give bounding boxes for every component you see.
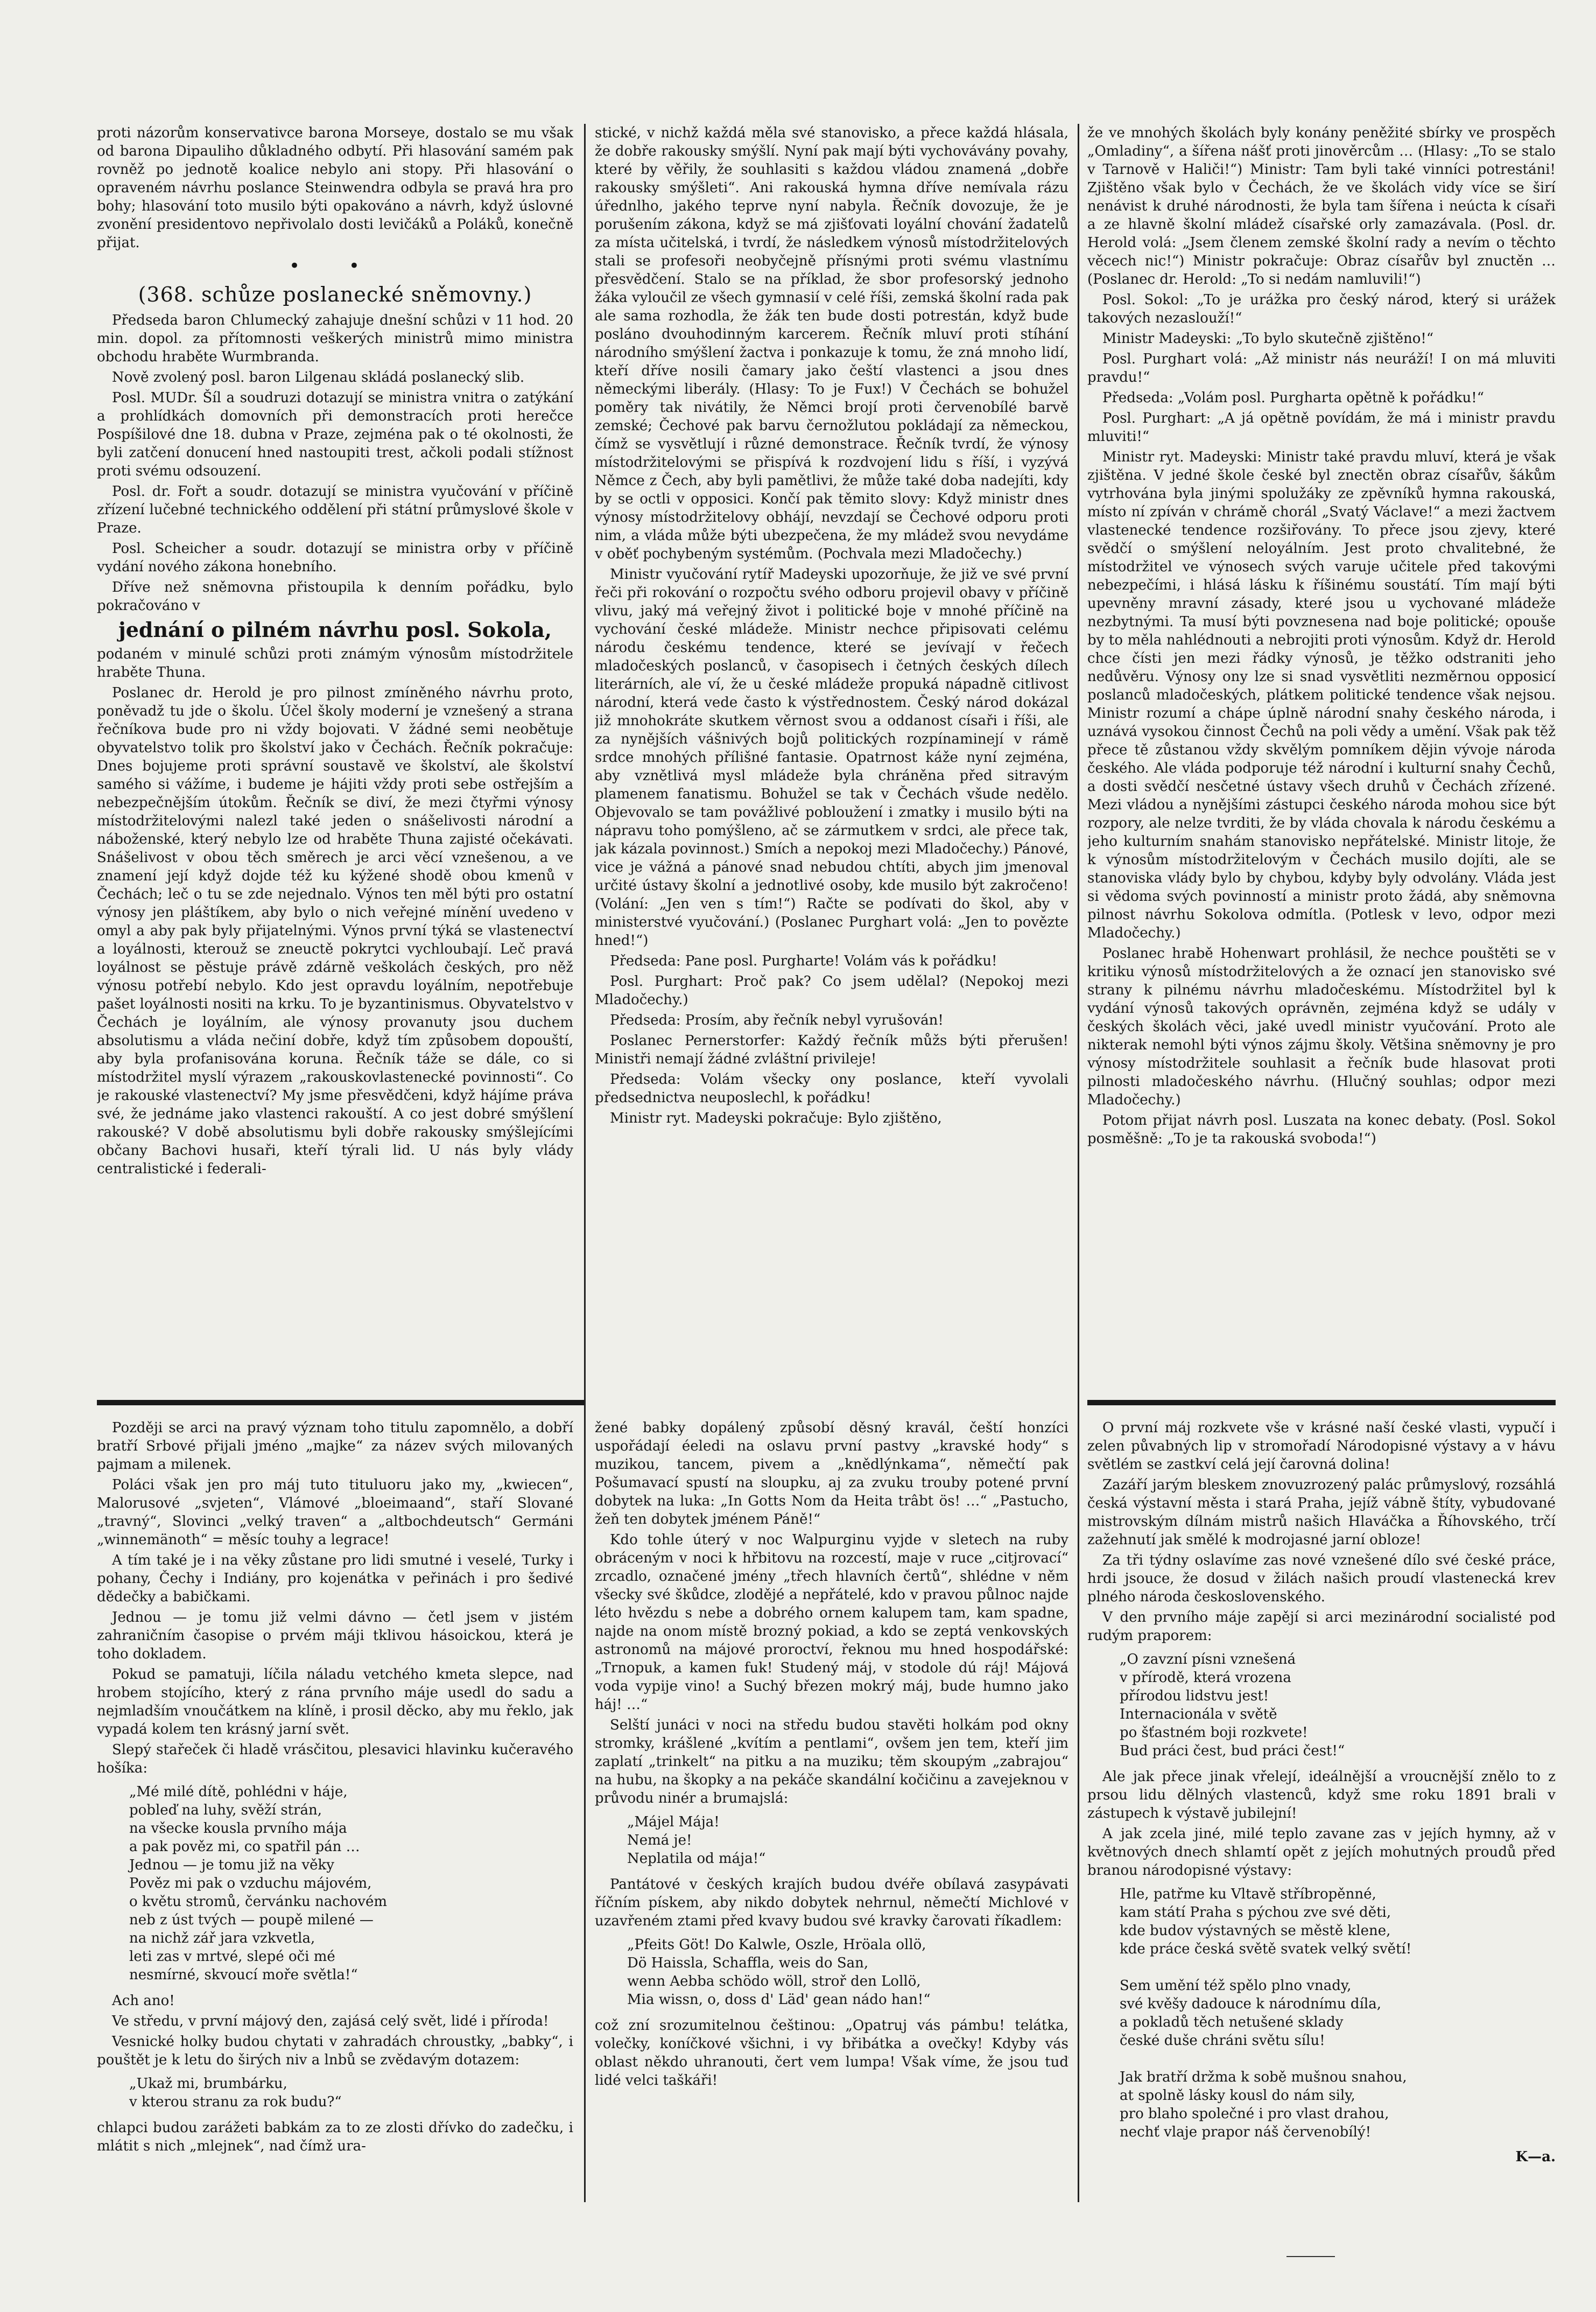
verse-block: [627, 1936, 1068, 2009]
verse-line: své kvěšy dadouce k národnímu díla,: [1120, 1996, 1381, 2012]
verse-line: „Ukaž mi, brumbárku,: [129, 2076, 287, 2092]
top-column-3: [1087, 124, 1556, 1389]
paragraph: Předseda: Volám všecky ony poslance, kteří vyvolali předsednictva neuposlechl, k pořádku!: [595, 1071, 1068, 1106]
paragraph: žené babky dopálený způsobí děsný kravál, čeští honzíci uspořádají éeledi na oslavu první pastvy „kravské hody“ s muzikou, tancem, pivem a „knědlýnkama“, němečtí pak Pošumavací spustí na sloupku, aj za zvuku trouby potené první dobytek na luka: „In Gotts Nom da Heita trâbt ös! …“ „Pastucho, žeň ten dobytek jménem Páně!“: [595, 1420, 1068, 1528]
verse-line: „Mé milé dítě, pohlédni v háje,: [129, 1784, 348, 1800]
verse-line: na nichž zář jara vzkvetla,: [129, 1930, 315, 1946]
paragraph: Vesnické holky budou chytati v zahradách chroustky, „babky“, i pouštět je k letu do širých niv a lnbů se zvědavým dotazem:: [97, 2034, 573, 2068]
verse-line: české duše chráni světu sílu!: [1120, 2033, 1325, 2049]
paragraph: V den prvního máje zapějí si arci mezinárodní socialisté pod rudým praporem:: [1087, 1609, 1556, 1644]
paragraph: Pantátové v českých krajích budou dvéře obílavá zasypávati říčním pískem, aby nikdo dobytek nehrnul, němečtí Michlové v uzavřeném ztami před kvavy budou své kravky čarovati říkadlem:: [595, 1876, 1068, 1929]
verse-line: Pověz mi pak o vzduchu májovém,: [129, 1875, 372, 1891]
paragraph: Posl. MUDr. Šíl a soudruzi dotazují se ministra vnitra o zatýkání a prohlídkách domovních při demonstracích proti herečce Pospíšilové dne 18. dubna v Praze, zejména pak o té okolnosti, že byli zatčení donucení hned nastoupiti trest, ačkoli podali stížnost proti svému odsouzení.: [97, 390, 573, 479]
paragraph: chlapci budou zarážeti babkám za to ze zlosti dřívko do zadečku, i mlátit s nich „mlejnek“, nad čímž ura-: [97, 2120, 573, 2154]
paragraph: Za tři týdny oslavíme zas nové vznešené dílo své české práce, hrdi jsouce, že dosud v žilách našich proudí vlastenecká krev plného národa československého.: [1087, 1552, 1556, 1605]
verse-line: Bud práci čest, bud práci čest!“: [1120, 1743, 1345, 1759]
verse-line: wenn Aebba schödo wöll, stroř den Lollö,: [627, 1973, 921, 1989]
verse-line: přírodou lidstvu jest!: [1120, 1688, 1269, 1704]
verse-line: Jednou — je tomu již na věky: [129, 1857, 334, 1873]
verse-block: [627, 1813, 1068, 1868]
section-heading: (368. schůze poslanecké sněmovny.): [138, 283, 532, 306]
paragraph: Zazáří jarým bleskem znovuzrozený palác průmyslový, rozsáhlá česká výstavní města i stará Praha, jejíž vábně štíty, vybudované mistrovským dílnám mistrů našich Hlaváčka a Říhovského, trčí zažehnutí jak smělé k modrojasné jarní obloze!: [1087, 1477, 1556, 1548]
verse-line: „Májel Mája!: [627, 1814, 720, 1830]
verse-line: Mia wissn, o, doss d' Läd' gean nádo han!“: [627, 1992, 931, 2008]
verse-line: [1120, 2050, 1556, 2068]
verse-line: kam státí Praha s pýchou zve své děti,: [1120, 1904, 1391, 1921]
paragraph: podaném v minulé schůzi proti známým výnosům místodržitele hraběte Thuna.: [97, 646, 573, 681]
verse-line: leti zas v mrtvé, slepé oči mé: [129, 1949, 335, 1965]
paragraph: Ach ano!: [112, 1993, 175, 2009]
section-rule-left: [97, 1400, 584, 1405]
paragraph: stické, v nichž každá měla své stanovisko, a přece každá hlásala, že dobře rakousky smýšlí. Nyní pak mají býti vychovávány povahy, které by věřily, že souhlasiti s každou vládou znamená „dobře rakousky smýšleti“. Ani rakouská hymna dříve nemívala rázu úřednlho, jakého teprve nyní nabyla. Řečník dovozuje, že je porušením zákona, když se má zjišťovati loyální chování žadatelů za místa učitelská, i tvrdí, že následkem výnosů místodržitelových stali se profesoři neobyčejně přísnými proti svému vlastnímu přesvědčení. Stalo se na příklad, že sbor profesorský jednoho žáka vyloučil ze všech gymnasií v celé říši, zemská školní rada pak ale sama rozhodla, že žák ten bude dosti potrestán, když bude posláno dvouhodinným karcerem. Řečník mluví proti stíhání národního smýšlení žactva i ponkazuje k tomu, že zná mnoho lidí, kteří dříve nosili čamary jako čeští vlastenci a jsou dnes německými liberály. (Hlasy: To je Fux!) V Čechách se bohužel poměry tak nivátily, že Němci brojí proti červenobílé barvě zemské; Čechové pak barvu černožlutou pokládají za německou, čímž se vysvětlují i různé demonstrace. Řečník tvrdí, že výnosy místodržitelovými se přispívá k rozdvojení lidu s říší, i vyzývá Němce z Čech, aby byli pamětlivi, že může také doba nadejíti, kdy by se octli v opposici. Končí pak těmito slovy: Když ministr dnes výnosy místodržitelovy obhájí, nevzdají se Čechové odporu proti nim, a vláda může býti ubezpečena, že my mládež svou nevydáme v oběť pochybeným systémům. (Pochvala mezi Mladočechy.): [595, 125, 1068, 562]
verse-line: nechť vlaje prapor náš červenobílý!: [1120, 2124, 1372, 2140]
verse-line: pro blaho společné i pro vlast drahou,: [1120, 2106, 1389, 2122]
paragraph: Dříve než sněmovna přistoupila k denním pořádku, bylo pokračováno v: [97, 579, 573, 614]
paragraph: Posl. Purghart volá: „Až ministr nás neuráží! I on má mluviti pravdu!“: [1087, 351, 1556, 386]
verse-block: [129, 1783, 573, 1984]
verse-line: „Pfeits Göt! Do Kalwle, Oszle, Hröala ollö,: [627, 1937, 926, 1953]
paragraph: Pokud se pamatuji, líčila náladu vetchého kmeta slepce, nad hrobem stojícího, který z rána prvního máje usedl do sadu a nejmladším vnoučátkem na klíně, i prosil děcko, aby mu řeklo, jak vypadá kolem ten krásný jarní svět.: [97, 1666, 573, 1737]
verse-block: [129, 2075, 573, 2111]
verse-line: Dö Haissla, Schaffla, weis do San,: [627, 1955, 869, 1971]
paragraph: Předseda: Pane posl. Purgharte! Volám vás k pořádku!: [610, 953, 997, 969]
section-rule-right: [1087, 1400, 1556, 1405]
bottom-column-1: [97, 1419, 573, 2205]
paragraph: Poláci však jen pro máj tuto tituluoru jako my, „kwiecen“, Malorusové „svjeten“, Vlámové „bloeimaand“, staří Slované „travný“, Slovinci „velký traven“ a „altbochdeutsch“ Germáni „winnemänoth“ = měsíc touhy a legrace!: [97, 1477, 573, 1548]
paragraph: A jak zcela jiné, milé teplo zavane zas v jejích hymny, až v květnových dnech shlamtí opět z jejích mohutných proudů před branou národopisné výstavy:: [1087, 1826, 1556, 1879]
paragraph: Nově zvolený posl. baron Lilgenau skládá poslanecký slib.: [112, 369, 525, 386]
paragraph: Předseda: Prosím, aby řečník nebyl vyrušován!: [610, 1012, 944, 1028]
paragraph: O první máj rozkvete vše v krásné naší české vlasti, vypučí i zelen půvabných lip v stromořadí Národopisné výstavy a v hávu světlém se zastkví celá její čarovná dolina!: [1087, 1420, 1556, 1473]
paragraph: Poslanec hrabě Hohenwart prohlásil, že nechce pouštěti se v kritiku výnosů místodržitelových a že oznací jen stanovisko své strany k pilnému návrhu mladočeskému. Místodržitel byl k vydání výnosů takových oprávněn, zejména když se udály v českých školách věci, jaké uvedl ministr vyučování. Proto ale nikterak nemohl býti výnos zájmu školy. Většina sněmovny je pro výnosy místodržitele souhlasit a řečník bude hlasovat proti pilnosti mladočeského návrhu. (Hlučný souhlas; odpor mezi Mladočechy.): [1087, 945, 1556, 1108]
paragraph: A tím také je i na věky zůstane pro lidi smutné i veselé, Turky i pohany, Čechy i Indiány, pro kojenátka v peřinách i pro šedivé dědečky a babičkami.: [97, 1552, 573, 1605]
paragraph: Ministr vyučování rytíř Madeyski upozorňuje, že již ve své první řeči při rokování o rozpočtu svého odboru projevil obavy v příčině vlivu, jaký má veřejný život i politické boje v mnohé příčině na vychování české mládeže. Ministr nechce připisovati celému národu českému tendence, které se jevívají v řečech mladočeských poslanců, v časopisech i četných českých dílech literárních, ale ví, že u české mládeže propuká nápadně citlivost národní, která vede často k výstřednostem. Český národ dokázal již mnohokráte skutkem věrnost svou a oddanost císaři i říši, ale za nynějších vášnivých bojů politických rozpínaminejí v rámě srdce mnohých přílišné fantasie. Opatrnost káže nyní zejména, aby vznětlivá mysl mládeže byla chráněna před sitravým plamenem fanatismu. Bohužel se tak v Čechách všude nedělo. Objevovalo se tam povážlivé pobloužení i zmatky i musilo býti na nápravu toho pomýšleno, ač se zármutkem v srdci, ale přece tak, jak kázala povinnost.) Smích a nepokoj mezi Mladočechy.) Pánové, vice je vážná a pánové snad nebudou chtíti, abych jim jmenoval určité ústavy školní a jednotlivé osoby, kde musilo být zakročeno! (Volání: „Jen ven s tím!“) Račte se podívati do škol, aby v ministerstvé vyučování.) (Poslanec Purghart volá: „Jen to povězte hned!“): [595, 566, 1068, 949]
verse-line: na všecke kousla prvního mája: [129, 1820, 347, 1837]
verse-line: Internacionála v světě: [1120, 1706, 1277, 1722]
paragraph: což zní srozumitelnou češtinou: „Opatruj vás pámbu! telátka, volečky, koníčkové všichni, i vy břibátka a ovečky! Kdyby vás oblast někdo uhranouti, čert vem lumpa! Však víme, že jsou tuď lidé velci taškáři!: [595, 2017, 1068, 2089]
paragraph: Ministr Madeyski: „To bylo skutečně zjištěno!“: [1102, 331, 1434, 347]
paragraph: Poslanec dr. Herold je pro pilnost zmíněného návrhu proto, poněvadž tu jde o školu. Účel školy moderní je vznešený a strana řečníkova bude pro ni vždy bojovati. V žádné semi neobětuje obyvatelstvo tolik pro školství jako v Čechách. Řečník pokračuje: Dnes bojujeme proti správní soustavě ve školství, ale školství samého si vážíme, i budeme je hájiti vždy proti sebe ostřejším a nebezpečnějším útokům. Řečník se diví, že mezi čtyřmi výnosy místodržitelovými nalezl také jeden o snášelivosti národní a náboženské, který nebylo lze od hraběte Thuna zajisté očekávati. Snášelivost v obou těch směrech je arci věcí vznešenou, a ve znamení její když dojde též ku kýžené shodě obou kmenů v Čechách; leč o tu se zde nejednalo. Výnos ten měl býti pro ostatní výnosy jen pláštíkem, aby bylo o nich veřejné mínění uvedeno v omyl a aby pak byly přijatelnými. Výnos první týká se vlastenectví a loyálnosti, kterouž se zneuctě pokrytci vychloubají. Leč pravá loyálnost se pěstuje právě zdárně veškolách českých, pro něž výnosu potřebí nebylo. Kdo jest opravdu loyálním, nepotřebuje pašet loyálnosti nositi na krku. To je byzantinismus. Obyvatelstvo v Čechách je loyálním, ale výnosy provanuty jsou duchem absolutismu a vláda nečiní dobře, když tím způsobem dopouští, aby byla profanisována koruna. Řečník táže se dále, co si místodržitel myslí výrazem „rakouskovlastenecké povinnosti“. Co je rakouské vlastenectví? My jsme přesvědčeni, když hájíme práva své, že jednáme jako vlastenci rakouští. A co jest dobré smýšlení rakouské? V době absolutismu byli dobře rakousky smýšlejícími občany Bachovi husaři, kteří týrali lid. U nás byly vlády centralistické i federali-: [97, 685, 573, 1177]
verse-line: Neplatila od mája!“: [627, 1851, 766, 1867]
verse-line: pobleď na luhy, svěží strán,: [129, 1802, 322, 1818]
verse-line: kde práce česká světě svatek velký světí!: [1120, 1941, 1412, 1957]
verse-line: kde budov výstavných se městě klene,: [1120, 1923, 1391, 1939]
paragraph: Předseda: „Volám posl. Purgharta opětně k pořádku!“: [1102, 390, 1485, 406]
bottom-column-2: [595, 1419, 1068, 2205]
verse-block: [1120, 1885, 1556, 2141]
verse-line: at spolně lásky kousl do nám sily,: [1120, 2087, 1355, 2104]
author-signature: K—a.: [1515, 2149, 1556, 2165]
paragraph: Potom přijat návrh posl. Luszata na konec debaty. (Posl. Sokol posměšně: „To je ta rakouská svoboda!“): [1087, 1112, 1556, 1147]
verse-block: [1120, 1650, 1556, 1760]
paragraph: Ministr ryt. Madeyski pokračuje: Bylo zjištěno,: [610, 1110, 942, 1126]
top-column-1: [97, 124, 573, 1389]
paragraph: že ve mnohých školách byly konány peněžité sbírky ve prospěch „Omladiny“, a šířena nášť proti jinověrcům … (Hlasy: „To se stalo v Tarnově v Haliči!“) Ministr: Tam byli také vinníci potrestáni! Zjištěno však bylo v Čechách, že ve školách vidy více se širí nenávist k druhé národnosti, že byla tam šířena i neúcta k císaři a ze hlavně školní mládež císařské orly zamazávala. (Posl. dr. Herold volá: „Jsem členem zemské školní rady a nevím o těchto věcech nic!“) Ministr pokračuje: Obraz císařův byl znuctěn … (Poslanec dr. Herold: „To si nedám namluvili!“): [1087, 125, 1556, 288]
verse-line: Hle, patřme ku Vltavě stříbropěnné,: [1120, 1886, 1376, 1902]
paragraph: Předseda baron Chlumecký zahajuje dnešní schůzi v 11 hod. 20 min. dopol. za přítomnosti veškerých ministrů mimo ministra obchodu hraběte Wurmbranda.: [97, 312, 573, 365]
verse-line: v přírodě, která vrozena: [1120, 1670, 1291, 1686]
bold-subheading: jednání o pilném návrhu posl. Sokola,: [118, 618, 552, 642]
paragraph: Posl. Scheicher a soudr. dotazují se ministra orby v příčině vydání nového zákona honebního.: [97, 541, 573, 575]
paragraph: Slepý stařeček či hladě vrásčitou, plesavici hlavinku kučeravého hošíka:: [97, 1742, 573, 1776]
paragraph: Posl. dr. Fořt a soudr. dotazují se ministra vyučování v příčině zřízení lučebné technického oddělení při státní průmyslové škole v Praze.: [97, 484, 573, 536]
paragraph: Posl. Purghart: Proč pak? Co jsem udělal? (Nepokoj mezi Mladočechy.): [595, 973, 1068, 1008]
paragraph: proti názorům konservativce barona Morseye, dostalo se mu však od barona Dipauliho důkladného odbytí. Při hlasování samém pak rovněž po jednotě koalice nebylo ani stopy. Při hlasování o opraveném návrhu poslance Steinwendra odbyla se pravá hra pro bohy; hlasování toto musilo býti opakováno a návrh, když úslovné zvonění presidentovo nepřivolalo dosti levičáků a Poláků, konečně přijat.: [97, 125, 573, 251]
paragraph: Posl. Purghart: „A já opětně povídám, že má i ministr pravdu mluviti!“: [1087, 410, 1556, 445]
paragraph: Ale jak přece jinak vřelejí, ideálnější a vroucnější znělo to z prsou lidu dělných vlastenců, když sme roku 1891 brali v zástupech k výstavě jubilejní!: [1087, 1769, 1556, 1821]
verse-line: neb z úst tvých — poupě milené —: [129, 1912, 374, 1928]
paragraph: Poslanec Pernerstorfer: Každý řečník můžs býti přerušen! Ministři nemají žádné zvláštní privileje!: [595, 1033, 1068, 1067]
paragraph: Kdo tohle úterý v noc Walpurginu vyjde v sletech na ruby obráceným v noci k hřbitovu na rozcestí, maje v ruce „citjrovací“ zrcadlo, označené jmény „třech hlavních čertů“, shlédne v něm všecky své škůdce, zlodějé a nepřátelé, kdo v pravou půlnoc najde léto hvězdu s nebe a dobrého ornem kalupem tam, kam spadne, najde na onom místě brozný pokiad, a kdo se zeptá venkovských astronomů na májové proroctví, řeknou mu hned hospodářské: „Trnopuk, a kamen fuk! Studený máj, v stodole dú ráj! Májová voda vypije vino! a Suchý březen mokrý máj, bude humno jako háj! …“: [595, 1532, 1068, 1713]
verse-line: Jak bratří držma k sobě mušnou snahou,: [1120, 2069, 1407, 2085]
paragraph: Ministr ryt. Madeyski: Ministr také pravdu mluví, která je však zjištěna. V jedné škole české byl znectěn obraz císařův, šákům vytrhována byla jinými spolužáky ze zpěvníků hymna rakouská, místo ní zpíván v chrámě chorál „Svatý Václave!“ a mezi žactvem vlastenecké tendence rozšiřovány. To přece jsou zjevy, které svědčí o smýšlení neloyálním. Jest proto chvalitebné, že místodržitel ve výnosech svých varuje učitele před takovými nebezpečími, i hlásá lásku k říšinému soustátí. Tím mají býti upevněny mravní zásady, které jsou u vychované mládeže nezbytnými. Ta musí býti povznesena nad boje politické; opouše by to měla nahlédnouti a nebrojiti proti výnosům. Když dr. Herold chce čísti jen mezi řádky výnosů, je těžko odstraniti jeho nedůvěru. Výnosy ony lze si snad vysvětliti nezměrnou opposicí poslanců mladočeských, plátkem politické tendence však nejsou. Ministr rozumí a chápe úplně národní snahy českého národa, i uznává vysokou činnost Čechů na poli vědy a umění. Však pak těž přece tě zůstanou vždy skvělým pomníkem dějin vývoje národa českého. Ale vláda podporuje též národní i kulturní snahy Čechů, a dosti svědčí nesčetné ústavy všech druhů v Čechách zřízené. Mezi vládou a nynějšími zástupci českého národa mohou sice být rozpory, ale nelze tvrditi, že by vláda chovala k národu českému a jeho kulturním snahám stanovisko nepřátelské. Ministr litoje, že k výnosům místodržitelovým v Čechách musilo dojíti, ale se stanoviska vlády bylo by chybou, kdyby byly odvolány. Vláda jest si vědoma svých povinností a ministr proto žádá, aby sněmovna pilnost návrhu Sokolova odmítla. (Potlesk v levo, odpor mezi Mladočechy.): [1087, 449, 1556, 941]
paragraph: Posl. Sokol: „To je urážka pro český národ, který si urážek takových nezaslouží!“: [1087, 292, 1556, 326]
column-divider-1: [584, 124, 586, 2202]
verse-line: nesmírné, skvoucí moře světla!“: [129, 1967, 358, 1983]
paragraph: Ve středu, v první májový den, zajásá celý svět, lidé i příroda!: [112, 2013, 549, 2029]
end-rule: [1286, 2256, 1335, 2257]
verse-line: Nemá je!: [627, 1832, 692, 1848]
verse-line: Sem umění též spělo plno vnady,: [1120, 1978, 1352, 1994]
verse-line: po šťastném boji rozkvete!: [1120, 1725, 1308, 1741]
paragraph: Později se arci na pravý význam toho titulu zapomnělo, a dobří bratří Srbové přijali jméno „majke“ za název svých milovaných pajmam a milenek.: [97, 1420, 573, 1473]
verse-line: o květu stromů, červánku nachovém: [129, 1894, 388, 1910]
paragraph: Selští junáci v noci na středu budou stavěti holkám pod okny stromky, krášlené „kvítím a pentlami“, ovšem jen tem, kteří jim zaplatí „trinkelt“ na pitku a na muziku; těm skoupým „zabrajou“ na hubu, na škopky a na pekáče skandální kočičinu a zavejeknou v průvodu ninér a brumajslá:: [595, 1717, 1068, 1806]
verse-line: [1120, 1958, 1556, 1977]
top-column-2: [595, 124, 1068, 1389]
paragraph: Jednou — je tomu již velmi dávno — četl jsem v jistém zahraničním časopise o prvém máji tklivou hásoickou, která je toho dokladem.: [97, 1609, 573, 1662]
verse-line: a pokladů těch netušené sklady: [1120, 2014, 1344, 2030]
verse-line: „O zavzní písni vznešená: [1120, 1651, 1296, 1668]
column-divider-2: [1078, 124, 1079, 2202]
bottom-column-3: [1087, 1419, 1556, 2205]
section-separator-asterisks: • •: [289, 255, 381, 277]
verse-line: a pak pověz mi, co spatřil pán …: [129, 1839, 360, 1855]
verse-line: v kterou stranu za rok budu?“: [129, 2094, 342, 2110]
